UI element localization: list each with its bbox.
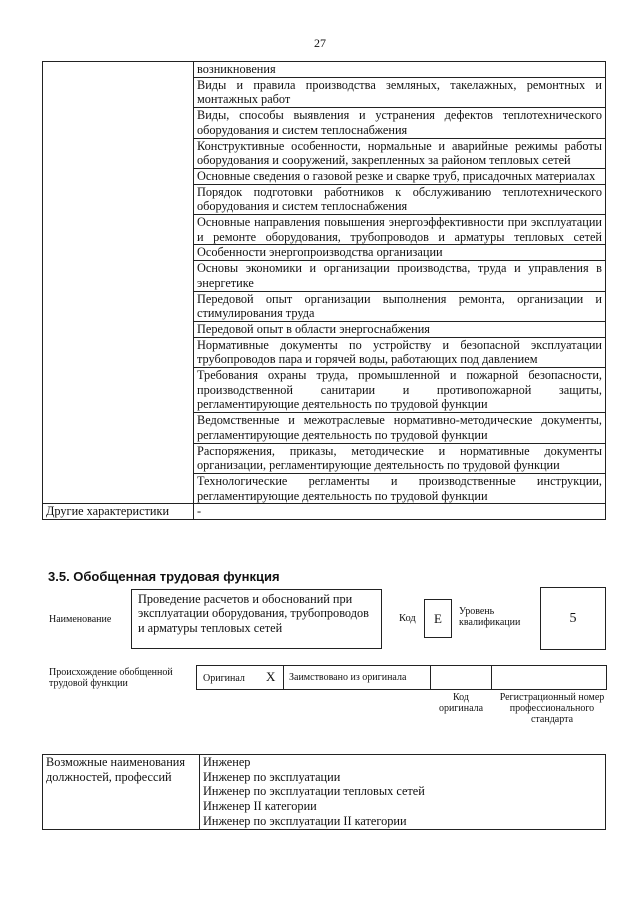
original-label: Оригинал (203, 673, 245, 684)
divider (491, 666, 492, 689)
table-row (43, 504, 606, 520)
position-item: Инженер II категории (203, 799, 317, 814)
level-value: 5 (569, 611, 577, 626)
other-value: - (194, 504, 606, 520)
function-name: Проведение расчетов и обоснований при эксплуатации оборудования, трубопроводов и арматуры тепловых сетей (138, 592, 369, 635)
positions-table (42, 754, 606, 830)
other-label: Другие характеристики (43, 504, 194, 520)
knowledge-item: Ведомственные и межотраслевые нормативно-методические документы, регламентирующие деятельность по трудовой функции (194, 413, 606, 443)
code-box (424, 599, 452, 638)
name-label: Наименование (49, 614, 112, 625)
knowledge-item: Нормативные документы по устройству и безопасной эксплуатации трубопроводов пара и горячей воды, работающих под давлением (194, 337, 606, 367)
table-row (43, 62, 606, 78)
knowledge-item: Виды, способы выявления и устранения дефектов теплотехнического оборудования и систем теплоснабжения (194, 108, 606, 138)
knowledge-item: Распоряжения, приказы, методические и нормативные документы организации, регламентирующие деятельность по трудовой функции (194, 443, 606, 473)
level-box (540, 587, 606, 650)
left-cell (43, 62, 194, 504)
table-row (43, 755, 606, 830)
knowledge-item: Основы экономики и организации производства, труда и управления в энергетике (194, 261, 606, 291)
positions-list (200, 755, 606, 830)
knowledge-item: Особенности энергопроизводства организации (194, 245, 606, 261)
knowledge-item: Конструктивные особенности, нормальные и аварийные режимы работы оборудования и сооружений, закрепленных за районом тепловых сетей (194, 138, 606, 168)
borrowed-label: Заимствовано из оригинала (289, 672, 407, 683)
original-mark: X (266, 669, 276, 684)
knowledge-item: Порядок подготовки работников к обслуживанию теплотехнического оборудования и систем теплоснабжения (194, 184, 606, 214)
divider (283, 666, 284, 689)
position-item: Инженер по эксплуатации (203, 769, 341, 784)
knowledge-item: возникновения (194, 62, 606, 78)
code-label: Код (399, 613, 416, 624)
knowledge-item: Технологические регламенты и производственные инструкции, регламентирующие деятельность по трудовой функции (194, 473, 606, 503)
knowledge-item: Передовой опыт в области энергоснабжения (194, 321, 606, 337)
position-item: Инженер по эксплуатации тепловых сетей (203, 784, 425, 799)
knowledge-item: Виды и правила производства земляных, такелажных, ремонтных и монтажных работ (194, 77, 606, 107)
code-value: E (434, 611, 442, 626)
knowledge-item: Основные направления повышения энергоэффективности при эксплуатации и ремонте оборудования, трубопроводов и арматуры тепловых сетей (194, 215, 606, 245)
divider (430, 666, 431, 689)
page-number: 27 (314, 36, 326, 50)
level-label: Уровень квалификации (459, 606, 521, 628)
positions-label: Возможные наименования должностей, профессий (43, 755, 200, 830)
position-item: Инженер по эксплуатации II категории (203, 813, 407, 828)
position-item: Инженер (203, 755, 251, 769)
knowledge-table (42, 61, 606, 520)
knowledge-item: Основные сведения о газовой резке и сварке труб, присадочных материалах (194, 168, 606, 184)
origin-row (196, 665, 607, 690)
section-title: 3.5. Обобщенная трудовая функция (48, 569, 280, 584)
origin-label: Происхождение обобщенной трудовой функции (49, 667, 173, 689)
code-original-label: Код оригинала (438, 692, 484, 714)
knowledge-item: Передовой опыт организации выполнения ремонта, организации и стимулирования труда (194, 291, 606, 321)
knowledge-item: Требования охраны труда, промышленной и пожарной безопасности, производственной санитарии и противопожарной защиты, регламентирующие деятельность по трудовой функции (194, 368, 606, 413)
function-name-box (131, 589, 382, 649)
reg-number-label: Регистрационный номер профессионального стандарта (499, 692, 605, 725)
